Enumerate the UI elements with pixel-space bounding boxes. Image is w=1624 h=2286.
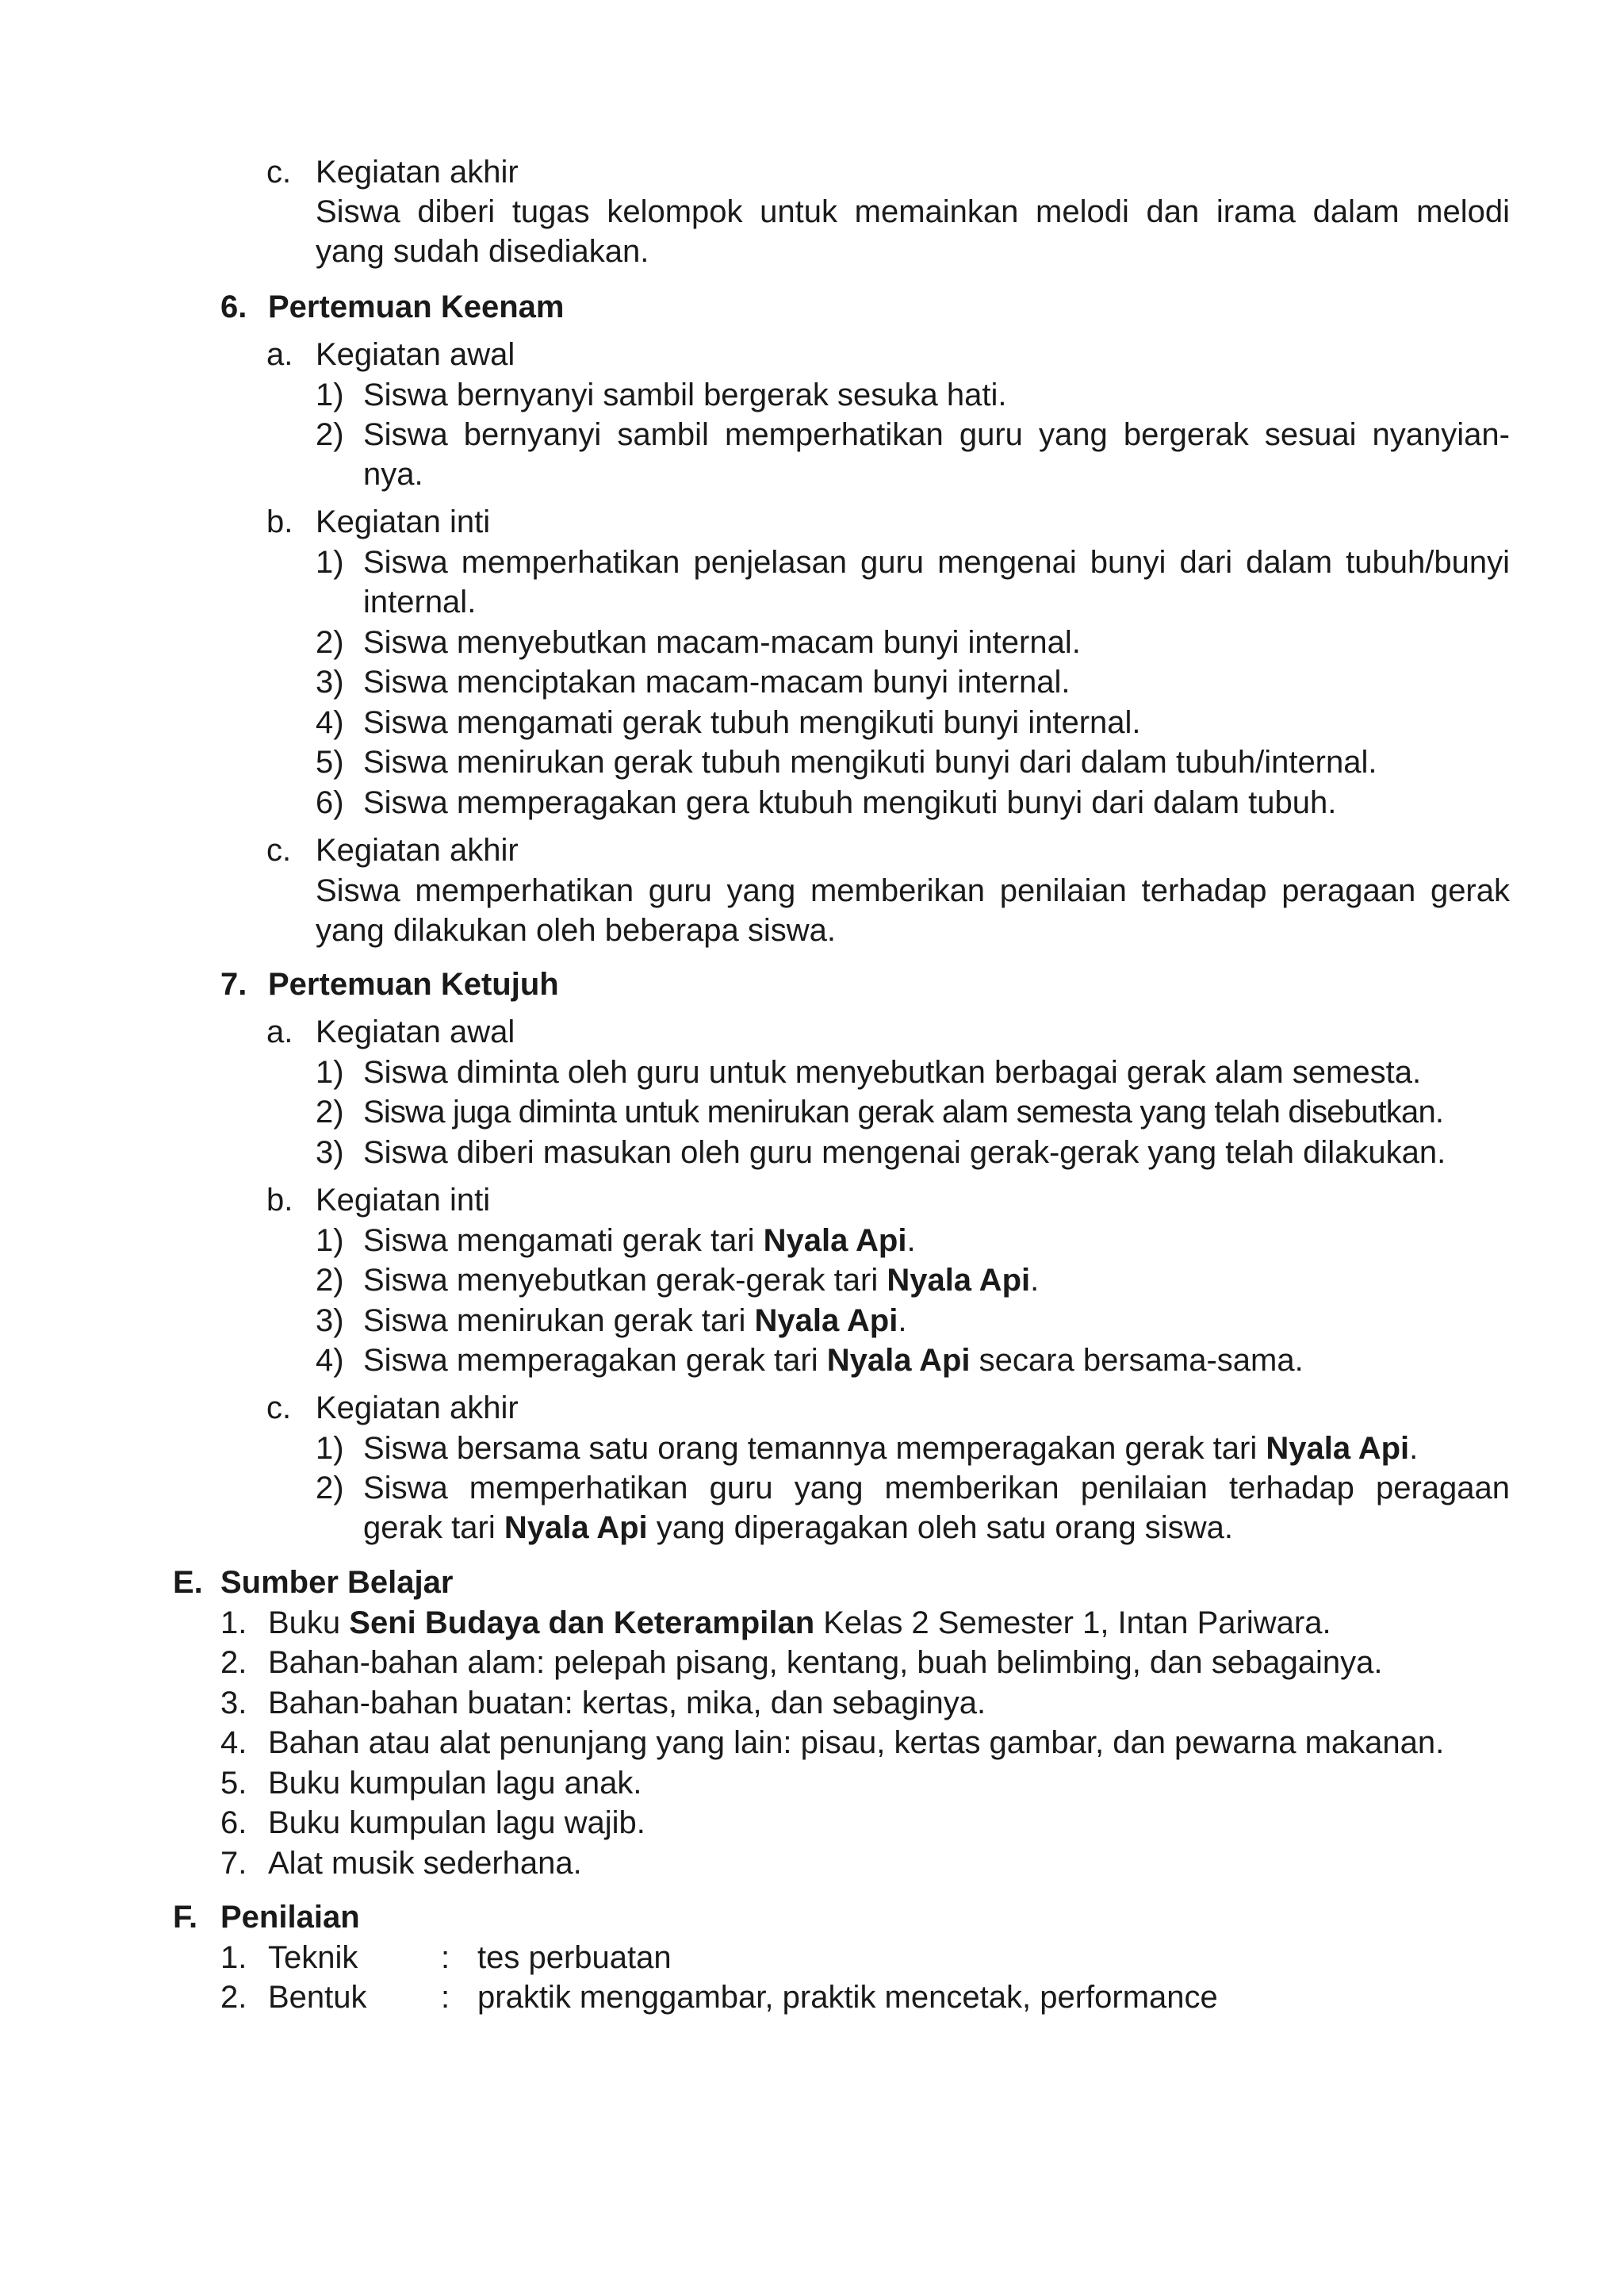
list-item: Alat musik sederhana.	[268, 1846, 582, 1881]
sub-label: b.	[266, 504, 293, 539]
list-item: Bahan atau alat penunjang yang lain: pisau, kertas gambar, dan pewarna makanan.	[268, 1725, 1445, 1760]
assessment-label: Teknik	[268, 1940, 358, 1975]
colon-separator: :	[441, 1980, 450, 2015]
section-title: Sumber Belajar	[220, 1565, 454, 1600]
dance-name: Nyala Api	[1266, 1431, 1410, 1466]
sub-label: a.	[266, 1015, 293, 1049]
sub-label: b.	[266, 1183, 293, 1218]
list-number: 3)	[316, 1135, 344, 1170]
book-title: Seni Budaya dan Keterampilan	[349, 1605, 815, 1640]
list-number: 1.	[220, 1940, 247, 1975]
list-item: Siswa bernyanyi sambil bergerak sesuka hati.	[363, 378, 1007, 412]
list-item: Buku kumpulan lagu wajib.	[268, 1805, 645, 1840]
list-number: 1)	[316, 1223, 344, 1258]
dance-name: Nyala Api	[887, 1263, 1031, 1298]
paragraph-line: yang sudah disediakan.	[316, 234, 649, 269]
list-number: 6)	[316, 785, 344, 820]
sub-title: Kegiatan awal	[316, 1015, 515, 1049]
list-number: 1)	[316, 1055, 344, 1090]
list-number: 2.	[220, 1645, 247, 1680]
dance-name: Nyala Api	[763, 1223, 907, 1258]
section-title: Penilaian	[220, 1900, 360, 1935]
paragraph-line: yang dilakukan oleh beberapa siswa.	[316, 913, 836, 948]
list-number: 4)	[316, 1343, 344, 1378]
assessment-value: praktik menggambar, praktik mencetak, performance	[477, 1980, 1218, 2015]
list-number: 2)	[316, 1263, 344, 1298]
list-item: Siswa memperagakan gera ktubuh mengikuti bunyi dari dalam tubuh.	[363, 785, 1337, 820]
list-item-continuation: internal.	[363, 585, 477, 619]
sub-label: a.	[266, 337, 293, 372]
list-item: Siswa menirukan gerak tari Nyala Api.	[363, 1303, 907, 1338]
sub-label: c.	[266, 1390, 292, 1425]
list-item: Bahan-bahan buatan: kertas, mika, dan sebaginya.	[268, 1686, 986, 1720]
list-item: Siswa menirukan gerak tubuh mengikuti bunyi dari dalam tubuh/internal.	[363, 745, 1377, 780]
sub-label: c.	[266, 155, 292, 190]
list-item: Siswa menciptakan macam-macam bunyi internal.	[363, 665, 1071, 700]
list-number: 5)	[316, 745, 344, 780]
list-number: 1)	[316, 1431, 344, 1466]
list-item: Siswa juga diminta untuk menirukan gerak alam semesta yang telah disebutkan.	[363, 1095, 1444, 1130]
dance-name: Nyala Api	[504, 1510, 648, 1545]
list-number: 2)	[316, 1095, 344, 1130]
list-item: Siswa memperhatikan guru yang memberikan penilaian terhadap peragaan	[363, 1471, 1510, 1505]
list-item: Bahan-bahan alam: pelepah pisang, kentang, buah belimbing, dan sebagainya.	[268, 1645, 1383, 1680]
sub-title: Kegiatan akhir	[316, 155, 519, 190]
colon-separator: :	[441, 1940, 450, 1975]
sub-title: Kegiatan akhir	[316, 1390, 519, 1425]
list-number: 5.	[220, 1766, 247, 1801]
dance-name: Nyala Api	[826, 1343, 971, 1378]
paragraph-line: Siswa memperhatikan guru yang memberikan penilaian terhadap peragaan gerak	[316, 873, 1510, 908]
sub-label: c.	[266, 833, 292, 868]
list-item: Siswa menyebutkan macam-macam bunyi internal.	[363, 625, 1081, 660]
list-number: 4)	[316, 705, 344, 740]
meeting-number: 6.	[220, 290, 247, 324]
section-letter: E.	[173, 1565, 203, 1600]
section-letter: F.	[173, 1900, 198, 1935]
list-number: 3.	[220, 1686, 247, 1720]
sub-title: Kegiatan inti	[316, 1183, 491, 1218]
list-number: 1.	[220, 1605, 247, 1640]
paragraph-line: Siswa diberi tugas kelompok untuk memainkan melodi dan irama dalam melodi	[316, 194, 1510, 229]
list-number: 2)	[316, 417, 344, 452]
meeting-title: Pertemuan Keenam	[268, 290, 565, 324]
sub-title: Kegiatan awal	[316, 337, 515, 372]
list-item-continuation: gerak tari Nyala Api yang diperagakan oleh satu orang siswa.	[363, 1510, 1233, 1545]
list-item: Siswa menyebutkan gerak-gerak tari Nyala Api.	[363, 1263, 1040, 1298]
list-item: Siswa mengamati gerak tubuh mengikuti bunyi internal.	[363, 705, 1141, 740]
meeting-title: Pertemuan Ketujuh	[268, 967, 559, 1002]
list-number: 4.	[220, 1725, 247, 1760]
list-number: 2.	[220, 1980, 247, 2015]
assessment-value: tes perbuatan	[477, 1940, 672, 1975]
list-number: 2)	[316, 1471, 344, 1505]
list-item: Siswa mengamati gerak tari Nyala Api.	[363, 1223, 916, 1258]
list-number: 6.	[220, 1805, 247, 1840]
list-number: 3)	[316, 665, 344, 700]
list-number: 1)	[316, 545, 344, 580]
list-number: 7.	[220, 1846, 247, 1881]
meeting-number: 7.	[220, 967, 247, 1002]
list-item-continuation: nya.	[363, 457, 423, 492]
list-item: Buku kumpulan lagu anak.	[268, 1766, 642, 1801]
list-number: 3)	[316, 1303, 344, 1338]
list-number: 1)	[316, 378, 344, 412]
assessment-label: Bentuk	[268, 1980, 367, 2015]
list-item: Buku Seni Budaya dan Keterampilan Kelas 2 Semester 1, Intan Pariwara.	[268, 1605, 1331, 1640]
list-number: 2)	[316, 625, 344, 660]
sub-title: Kegiatan inti	[316, 504, 491, 539]
list-item: Siswa diberi masukan oleh guru mengenai gerak-gerak yang telah dilakukan.	[363, 1135, 1446, 1170]
sub-title: Kegiatan akhir	[316, 833, 519, 868]
list-item: Siswa memperhatikan penjelasan guru mengenai bunyi dari dalam tubuh/bunyi	[363, 545, 1510, 580]
list-item: Siswa diminta oleh guru untuk menyebutkan berbagai gerak alam semesta.	[363, 1055, 1422, 1090]
dance-name: Nyala Api	[754, 1303, 898, 1338]
list-item: Siswa memperagakan gerak tari Nyala Api secara bersama-sama.	[363, 1343, 1304, 1378]
list-item: Siswa bersama satu orang temannya memperagakan gerak tari Nyala Api.	[363, 1431, 1419, 1466]
list-item: Siswa bernyanyi sambil memperhatikan guru yang bergerak sesuai nyanyian-	[363, 417, 1510, 452]
